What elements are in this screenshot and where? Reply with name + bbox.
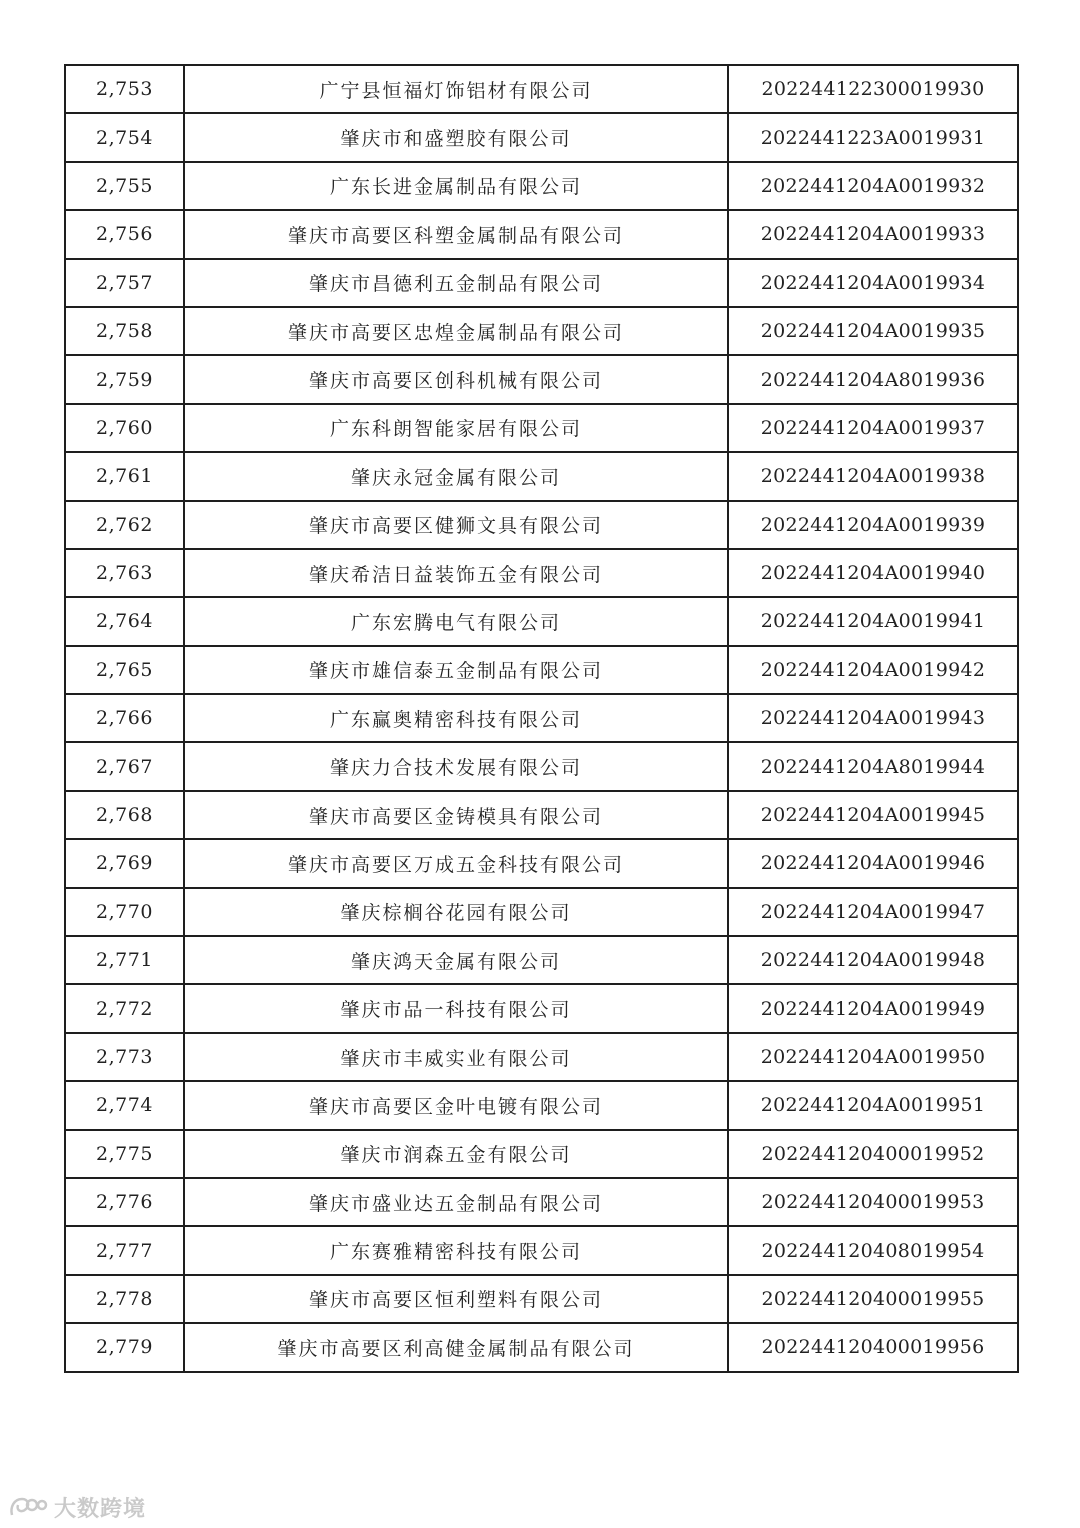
registration-code-cell: 2022441204A0019947 [728,888,1018,936]
watermark-logo-icon [8,1493,48,1521]
row-number-cell: 2,776 [65,1178,184,1226]
registration-code-cell: 202244120400019952 [728,1130,1018,1178]
table-row [65,839,1018,887]
table-row [65,1275,1018,1323]
company-name-cell: 肇庆永冠金属有限公司 [184,452,728,500]
row-number-cell: 2,768 [65,791,184,839]
row-number-cell: 2,771 [65,936,184,984]
company-name-cell: 肇庆市润森五金有限公司 [184,1130,728,1178]
company-name-cell: 广东科朗智能家居有限公司 [184,404,728,452]
watermark-text: 大数跨境 [54,1496,147,1522]
table-row [65,1033,1018,1081]
registration-code-cell: 2022441204A0019948 [728,936,1018,984]
table-row [65,113,1018,161]
registration-code-cell: 2022441204A0019933 [728,210,1018,258]
company-list-table [64,64,1019,1373]
row-number-cell: 2,766 [65,694,184,742]
registration-code-cell: 2022441204A0019950 [728,1033,1018,1081]
company-name-cell: 肇庆市高要区金叶电镀有限公司 [184,1081,728,1129]
table-row [65,597,1018,645]
company-name-cell: 肇庆棕榈谷花园有限公司 [184,888,728,936]
row-number-cell: 2,756 [65,210,184,258]
table-row [65,549,1018,597]
table-row [65,888,1018,936]
company-name-cell: 肇庆市丰威实业有限公司 [184,1033,728,1081]
company-name-cell: 广东宏腾电气有限公司 [184,597,728,645]
row-number-cell: 2,761 [65,452,184,500]
company-name-cell: 肇庆市雄信泰五金制品有限公司 [184,646,728,694]
registration-code-cell: 2022441204A0019935 [728,307,1018,355]
row-number-cell: 2,763 [65,549,184,597]
table-row [65,1323,1018,1371]
row-number-cell: 2,762 [65,501,184,549]
registration-code-cell: 2022441204A0019951 [728,1081,1018,1129]
row-number-cell: 2,764 [65,597,184,645]
company-name-cell: 肇庆市高要区利高健金属制品有限公司 [184,1323,728,1371]
row-number-cell: 2,770 [65,888,184,936]
company-name-cell: 肇庆市高要区万成五金科技有限公司 [184,839,728,887]
registration-code-cell: 2022441204A0019941 [728,597,1018,645]
table-row [65,210,1018,258]
table-row [65,1226,1018,1274]
table-row [65,162,1018,210]
row-number-cell: 2,778 [65,1275,184,1323]
table-row [65,984,1018,1032]
company-name-cell: 肇庆希洁日益装饰五金有限公司 [184,549,728,597]
row-number-cell: 2,753 [65,65,184,113]
registration-code-cell: 202244120408019954 [728,1226,1018,1274]
row-number-cell: 2,775 [65,1130,184,1178]
table-row [65,694,1018,742]
company-name-cell: 肇庆市高要区恒利塑料有限公司 [184,1275,728,1323]
company-name-cell: 肇庆市品一科技有限公司 [184,984,728,1032]
row-number-cell: 2,755 [65,162,184,210]
registration-code-cell: 2022441204A0019946 [728,839,1018,887]
table-row [65,646,1018,694]
registration-code-cell: 2022441204A0019942 [728,646,1018,694]
row-number-cell: 2,767 [65,742,184,790]
row-number-cell: 2,758 [65,307,184,355]
table-row [65,1130,1018,1178]
table-row [65,307,1018,355]
company-name-cell: 广宁县恒福灯饰铝材有限公司 [184,65,728,113]
registration-code-cell: 2022441204A0019934 [728,259,1018,307]
registration-code-cell: 2022441204A0019938 [728,452,1018,500]
row-number-cell: 2,765 [65,646,184,694]
company-name-cell: 肇庆市高要区忠煌金属制品有限公司 [184,307,728,355]
table-row [65,1081,1018,1129]
table-row [65,259,1018,307]
company-name-cell: 肇庆市昌德利五金制品有限公司 [184,259,728,307]
table-row [65,452,1018,500]
registration-code-cell: 202244120400019956 [728,1323,1018,1371]
row-number-cell: 2,769 [65,839,184,887]
company-name-cell: 肇庆市高要区金铸模具有限公司 [184,791,728,839]
registration-code-cell: 2022441204A0019949 [728,984,1018,1032]
registration-code-cell: 2022441204A8019944 [728,742,1018,790]
row-number-cell: 2,760 [65,404,184,452]
registration-code-cell: 2022441204A0019939 [728,501,1018,549]
table-row [65,742,1018,790]
row-number-cell: 2,779 [65,1323,184,1371]
row-number-cell: 2,759 [65,355,184,403]
registration-code-cell: 202244122300019930 [728,65,1018,113]
table-body [65,65,1018,1372]
company-name-cell: 肇庆鸿天金属有限公司 [184,936,728,984]
row-number-cell: 2,777 [65,1226,184,1274]
company-name-cell: 肇庆市高要区健狮文具有限公司 [184,501,728,549]
table-row [65,404,1018,452]
table-row [65,791,1018,839]
company-name-cell: 肇庆力合技术发展有限公司 [184,742,728,790]
row-number-cell: 2,774 [65,1081,184,1129]
row-number-cell: 2,757 [65,259,184,307]
registration-code-cell: 202244120400019955 [728,1275,1018,1323]
registration-code-cell: 2022441204A0019940 [728,549,1018,597]
company-name-cell: 肇庆市高要区创科机械有限公司 [184,355,728,403]
registration-code-cell: 2022441204A0019937 [728,404,1018,452]
company-name-cell: 肇庆市高要区科塑金属制品有限公司 [184,210,728,258]
registration-code-cell: 2022441204A8019936 [728,355,1018,403]
company-name-cell: 广东赛雅精密科技有限公司 [184,1226,728,1274]
table-row [65,936,1018,984]
registration-code-cell: 2022441204A0019932 [728,162,1018,210]
company-name-cell: 广东长进金属制品有限公司 [184,162,728,210]
row-number-cell: 2,754 [65,113,184,161]
registration-code-cell: 202244120400019953 [728,1178,1018,1226]
table-row [65,65,1018,113]
table-row [65,501,1018,549]
company-name-cell: 广东赢奥精密科技有限公司 [184,694,728,742]
company-name-cell: 肇庆市和盛塑胶有限公司 [184,113,728,161]
registration-code-cell: 2022441204A0019943 [728,694,1018,742]
registration-code-cell: 2022441204A0019945 [728,791,1018,839]
company-name-cell: 肇庆市盛业达五金制品有限公司 [184,1178,728,1226]
registration-code-cell: 2022441223A0019931 [728,113,1018,161]
row-number-cell: 2,773 [65,1033,184,1081]
watermark [8,1490,146,1524]
table-row [65,355,1018,403]
table-row [65,1178,1018,1226]
row-number-cell: 2,772 [65,984,184,1032]
